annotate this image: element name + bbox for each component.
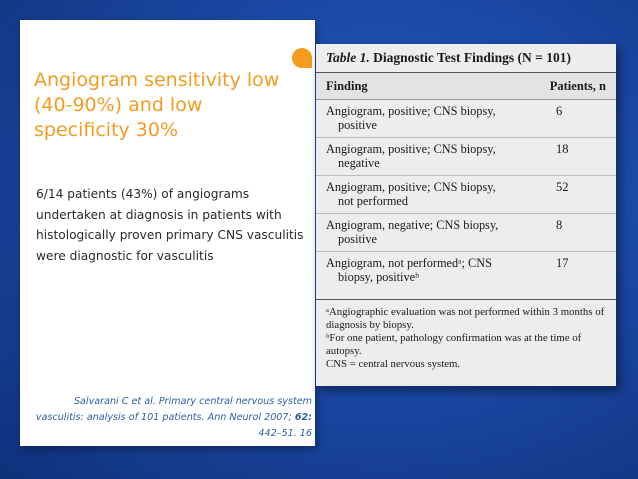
table-row: [316, 137, 616, 176]
footnote-a: ᵃAngiographic evaluation was not performed within 3 months of diagnosis by biopsy.: [326, 306, 605, 331]
citation-main: Salvarani C et al. Primary central nervous system vasculitis: analysis of 101 patients. Ann Neurol 2007;: [35, 396, 312, 423]
header-patients: Patients, n: [549, 79, 606, 93]
table-image: [316, 44, 616, 386]
text-panel: [20, 20, 315, 446]
row-finding-line1: Angiogram, positive; CNS biopsy,: [326, 142, 496, 156]
row-finding: [326, 256, 536, 284]
table-header: [316, 72, 616, 100]
table-row: [316, 251, 616, 289]
table-bottom-rule: [316, 299, 616, 300]
row-finding-line2: positive: [338, 232, 377, 246]
row-finding-line1: Angiogram, not performedᵃ; CNS: [326, 256, 492, 270]
row-finding-line2: positive: [338, 118, 377, 132]
slide-body: 6/14 patients (43%) of angiograms undertaken at diagnosis in patients with histologically proven primary CNS vasculitis were diagnostic for vasculitis: [36, 187, 304, 263]
footnote-b: ᵇFor one patient, pathology confirmation was at the time of autopsy.: [326, 332, 582, 357]
row-finding: [326, 142, 536, 170]
citation-pages: 442–51. 16: [258, 428, 312, 439]
row-finding-line2: not performed: [338, 194, 408, 208]
row-finding-line1: Angiogram, positive; CNS biopsy,: [326, 104, 496, 118]
table-caption: [326, 50, 571, 66]
footnote-cns: CNS = central nervous system.: [326, 358, 461, 370]
header-finding: Finding: [326, 79, 368, 93]
table-row: [316, 99, 616, 138]
row-finding-line1: Angiogram, positive; CNS biopsy,: [326, 180, 496, 194]
table-row: [316, 175, 616, 214]
table-caption-text: Diagnostic Test Findings (N = 101): [373, 50, 571, 65]
row-finding-line2: negative: [338, 156, 380, 170]
row-finding: [326, 218, 536, 246]
table-footnotes: [326, 306, 611, 371]
row-count: 6: [556, 104, 563, 118]
row-count: 17: [556, 256, 569, 270]
citation-volume: 62:: [294, 412, 312, 423]
row-finding-line2: biopsy, positiveᵇ: [338, 270, 419, 284]
row-finding-line1: Angiogram, negative; CNS biopsy,: [326, 218, 499, 232]
row-count: 18: [556, 142, 569, 156]
row-finding: [326, 104, 536, 132]
table-label: Table 1.: [326, 50, 370, 65]
table-row: [316, 213, 616, 252]
citation: [30, 394, 312, 442]
row-finding: [326, 180, 536, 208]
slide-title: Angiogram sensitivity low (40-90%) and low specificity 30%: [34, 69, 280, 141]
row-count: 52: [556, 180, 569, 194]
row-count: 8: [556, 218, 563, 232]
leaf-icon: [292, 48, 312, 68]
